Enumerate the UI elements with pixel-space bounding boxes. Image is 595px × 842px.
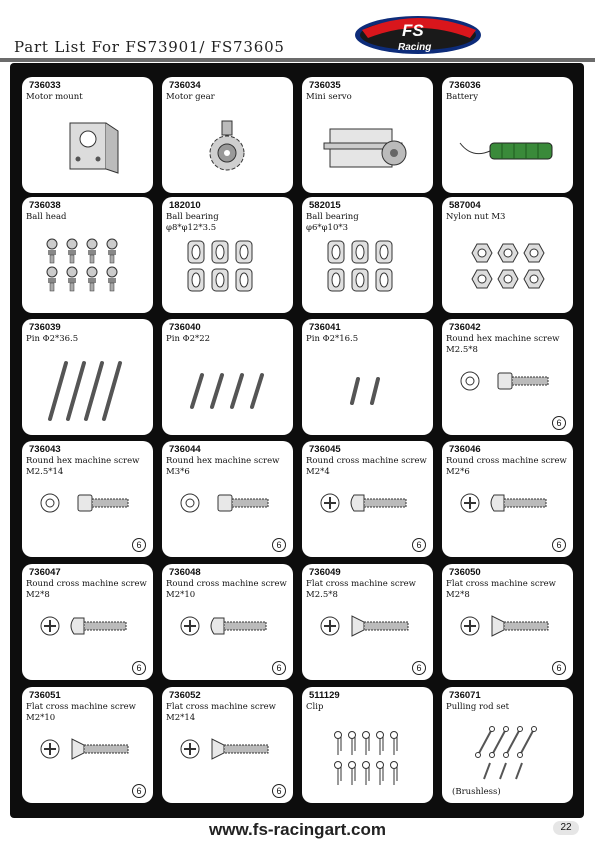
part-spec: φ8*φ12*3.5	[166, 223, 217, 233]
part-name: Pulling rod set	[446, 702, 510, 712]
title-rule	[0, 58, 595, 62]
part-card	[22, 319, 153, 435]
part-card	[302, 77, 433, 193]
part-spec: M2*10	[166, 590, 196, 600]
part-name: Round hex machine screw	[26, 456, 140, 466]
part-code: 736046	[449, 444, 481, 455]
part-code: 736042	[449, 322, 481, 333]
part-card	[162, 197, 293, 313]
part-spec: M2*10	[26, 713, 56, 723]
bearing-icon	[302, 235, 433, 307]
part-name: Pin Φ2*16.5	[306, 334, 359, 344]
part-name: Flat cross machine screw	[26, 702, 136, 712]
part-card	[22, 687, 153, 803]
part-name: Mini servo	[306, 92, 352, 102]
pin-long-icon	[22, 357, 153, 429]
part-spec: M2*4	[306, 467, 330, 477]
ball-head-icon	[22, 235, 153, 307]
quantity-badge: 6	[272, 661, 286, 675]
part-card	[162, 441, 293, 557]
part-code: 736045	[309, 444, 341, 455]
part-name: Flat cross machine screw	[166, 702, 276, 712]
part-code: 736035	[309, 80, 341, 91]
part-code: 182010	[169, 200, 201, 211]
page-number: 22	[553, 821, 579, 835]
quantity-badge: 6	[132, 784, 146, 798]
part-code: 511129	[309, 690, 340, 701]
logo-text: FS	[402, 21, 424, 40]
quantity-badge: 6	[412, 538, 426, 552]
quantity-badge: 6	[552, 538, 566, 552]
part-name: Round cross machine screw	[166, 579, 287, 589]
part-name: Round hex machine screw	[166, 456, 280, 466]
part-code: 736039	[29, 322, 61, 333]
part-card	[442, 197, 573, 313]
quantity-badge: 6	[552, 416, 566, 430]
part-name: Flat cross machine screw	[306, 579, 416, 589]
page-title: Part List For FS73901/ FS73605	[14, 38, 285, 56]
part-code: 736041	[309, 322, 341, 333]
part-name: Motor gear	[166, 92, 215, 102]
quantity-badge: 6	[132, 661, 146, 675]
part-code: 582015	[309, 200, 341, 211]
part-card	[442, 564, 573, 680]
part-name: Flat cross machine screw	[446, 579, 556, 589]
pin-mid-icon	[162, 357, 293, 429]
part-card	[442, 319, 573, 435]
servo-icon	[302, 115, 433, 187]
part-name: Clip	[306, 702, 324, 712]
part-card	[442, 687, 573, 803]
logo-sub: Racing	[398, 42, 432, 53]
part-spec: M3*6	[166, 467, 190, 477]
part-spec: M2*8	[446, 590, 470, 600]
part-card	[302, 687, 433, 803]
part-code: 736050	[449, 567, 481, 578]
part-card	[22, 564, 153, 680]
part-name: Round cross machine screw	[446, 456, 567, 466]
quantity-badge: 6	[272, 538, 286, 552]
part-name: Ball bearing	[166, 212, 219, 222]
part-name: Ball head	[26, 212, 67, 222]
quantity-badge: 6	[132, 538, 146, 552]
quantity-badge: 6	[412, 661, 426, 675]
part-spec: M2*6	[446, 467, 470, 477]
motor-mount-icon	[22, 115, 153, 187]
part-spec: M2*14	[166, 713, 196, 723]
part-name: Motor mount	[26, 92, 83, 102]
part-card	[442, 441, 573, 557]
part-code: 736052	[169, 690, 201, 701]
part-code: 736071	[449, 690, 481, 701]
part-spec: φ6*φ10*3	[306, 223, 349, 233]
part-card	[442, 77, 573, 193]
part-note: (Brushless)	[452, 787, 501, 797]
part-code: 736051	[29, 690, 61, 701]
part-spec: M2.5*8	[446, 345, 478, 355]
part-name: Pin Φ2*36.5	[26, 334, 79, 344]
part-spec: M2*8	[26, 590, 50, 600]
part-name: Round cross machine screw	[26, 579, 147, 589]
part-code: 736036	[449, 80, 481, 91]
quantity-badge: 6	[272, 784, 286, 798]
part-card	[22, 77, 153, 193]
part-card	[162, 564, 293, 680]
part-name: Nylon nut M3	[446, 212, 506, 222]
part-name: Pin Φ2*22	[166, 334, 211, 344]
part-card	[22, 197, 153, 313]
part-code: 736049	[309, 567, 341, 578]
part-card	[302, 564, 433, 680]
part-code: 736033	[29, 80, 61, 91]
part-card	[162, 319, 293, 435]
quantity-badge: 6	[552, 661, 566, 675]
clip-icon	[302, 725, 433, 797]
pin-short-icon	[302, 357, 433, 429]
part-name: Round cross machine screw	[306, 456, 427, 466]
fs-racing-logo	[352, 12, 484, 58]
part-code: 736043	[29, 444, 61, 455]
part-card	[302, 441, 433, 557]
part-card	[302, 197, 433, 313]
part-name: Ball bearing	[306, 212, 359, 222]
footer-url: www.fs-racingart.com	[209, 820, 386, 839]
part-card	[22, 441, 153, 557]
part-card	[162, 77, 293, 193]
part-spec: M2.5*14	[26, 467, 64, 477]
nut-icon	[442, 235, 573, 307]
part-code: 736034	[169, 80, 201, 91]
gear-icon	[162, 115, 293, 187]
part-card	[162, 687, 293, 803]
part-code: 736040	[169, 322, 201, 333]
battery-icon	[442, 115, 573, 187]
bearing-icon	[162, 235, 293, 307]
part-name: Battery	[446, 92, 479, 102]
part-code: 587004	[449, 200, 481, 211]
part-spec: M2.5*8	[306, 590, 338, 600]
part-card	[302, 319, 433, 435]
part-code: 736044	[169, 444, 201, 455]
part-code: 736048	[169, 567, 201, 578]
part-code: 736047	[29, 567, 61, 578]
part-name: Round hex machine screw	[446, 334, 560, 344]
part-code: 736038	[29, 200, 61, 211]
